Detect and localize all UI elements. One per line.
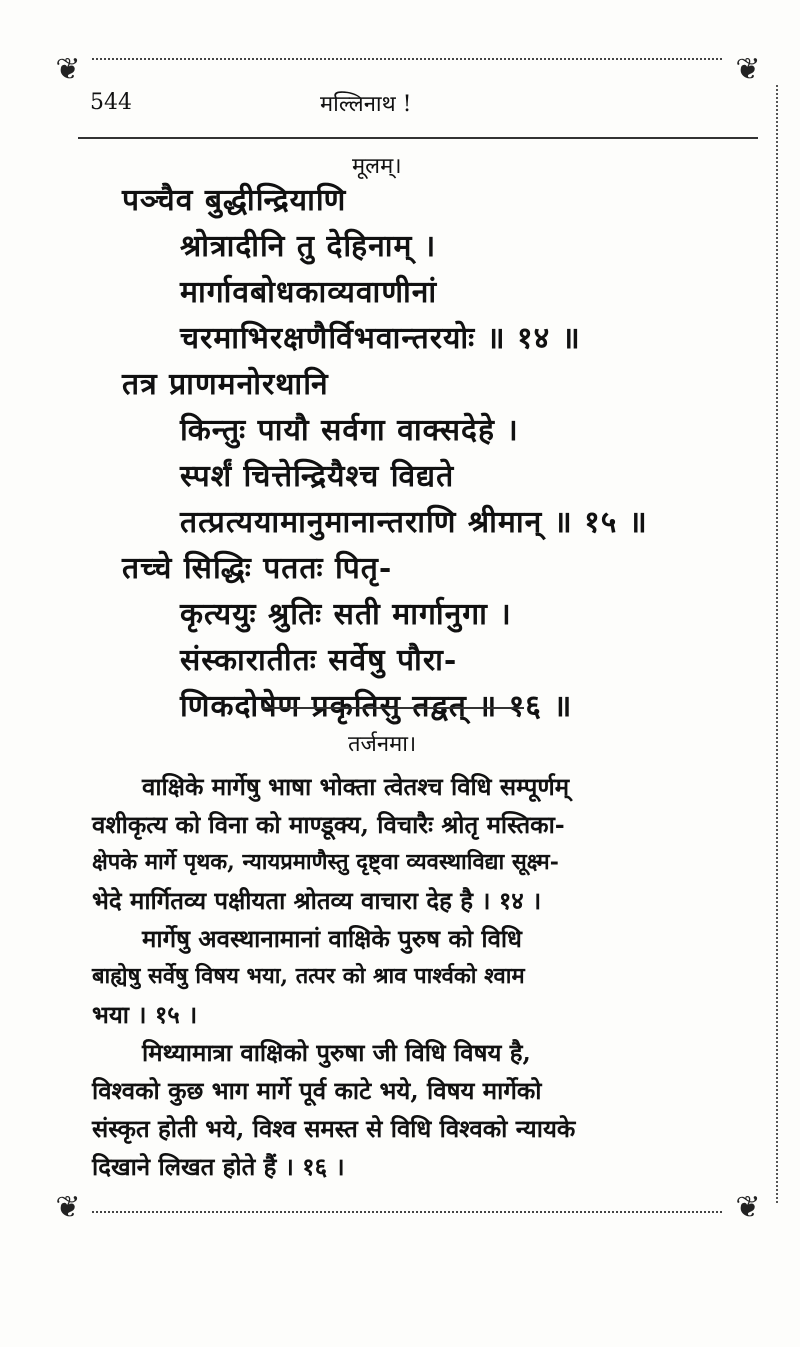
running-title: मल्लिनाथ ! <box>320 92 412 117</box>
commentary-line: मार्गेषु अवस्थानामानां वाक्षिके पुरुष को विधि <box>142 924 522 953</box>
verse-line: संस्कारातीतः सर्वेषु पौरा- <box>180 643 458 678</box>
commentary-line: विश्वको कुछ भाग मार्गे पूर्व काटे भये, विषय मार्गेको <box>92 1076 542 1105</box>
commentary-line: भया । १५ । <box>92 1000 198 1029</box>
corner-ornament-bottom-right: ❦ <box>735 1190 761 1225</box>
verse-line: णिकदोषेण प्रकृतिसु तद्वत् ॥ १६ ॥ <box>180 689 573 724</box>
verse-line: किन्तुः पायौ सर्वगा वाक्सदेहे । <box>180 413 519 448</box>
verse-line: श्रोत्रादीनि तु देहिनाम् । <box>180 229 437 264</box>
commentary-line: संस्कृत होती भये, विश्व समस्त से विधि विश्वको न्यायके <box>92 1114 576 1143</box>
bottom-decorative-border <box>92 1203 722 1213</box>
corner-ornament-bottom-left: ❦ <box>55 1190 81 1225</box>
header-rule <box>78 137 758 139</box>
commentary-line: बाह्येषु सर्वेषु विषय भया, तत्पर को श्राव पार्श्वको श्वाम <box>92 963 525 989</box>
verse-line: तत्र प्राणमनोरथानि <box>122 367 329 402</box>
verse-line: मार्गावबोधकाव्यवाणीनां <box>180 275 438 310</box>
right-decorative-border <box>770 85 778 1203</box>
commentary-line: वशीकृत्य को विना को माण्डूक्य, विचारैः श्रोतृ मस्तिका- <box>92 810 565 839</box>
commentary-line: मिथ्यामात्रा वाक्षिको पुरुषा जी विधि विषय है, <box>142 1038 531 1067</box>
page-number: 544 <box>90 90 132 115</box>
commentary-line: वाक्षिके मार्गेषु भाषा भोक्ता त्वेतश्च विधि सम्पूर्णम् <box>142 772 570 801</box>
commentary-line: भेदे मार्गितव्य पक्षीयता श्रोतव्य वाचारा देह है । १४ । <box>92 886 542 915</box>
verse-line: तच्चे सिद्धिः पततः पितृ- <box>122 551 393 586</box>
verse-line: कृत्ययुः श्रुतिः सती मार्गानुगा । <box>180 597 512 632</box>
top-decorative-border <box>92 58 722 68</box>
verse-line: पञ्चैव बुद्धीन्द्रियाणि <box>122 183 347 218</box>
commentary-line: दिखाने लिखत होते हैं । १६ । <box>92 1152 345 1181</box>
verse-section-label: मूलम्। <box>352 154 402 179</box>
corner-ornament-top-left: ❦ <box>55 52 81 87</box>
verse-line: स्पर्शं चित्तेन्द्रियैश्च विद्यते <box>180 459 455 494</box>
section-divider <box>262 707 524 709</box>
commentary-line: क्षेपके मार्गे पृथक, न्यायप्रमाणैस्तु दृष्ट्वा व्यवस्थाविद्या सूक्ष्म- <box>92 849 559 875</box>
verse-line: चरमाभिरक्षणैर्विभवान्तरयोः ॥ १४ ॥ <box>180 321 581 356</box>
corner-ornament-top-right: ❦ <box>735 52 761 87</box>
commentary-section-label: तर्जनमा। <box>348 732 417 757</box>
verse-line: तत्प्रत्ययामानुमानान्तराणि श्रीमान् ॥ १५ ॥ <box>180 505 648 540</box>
